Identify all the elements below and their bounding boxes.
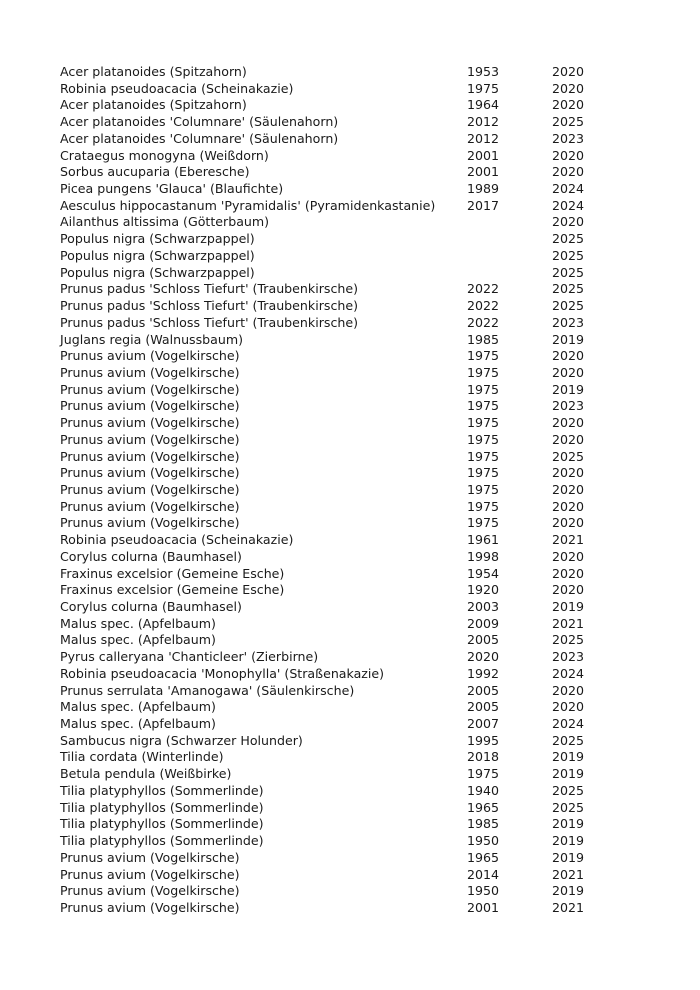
planted-year-cell: 1992 — [467, 665, 500, 681]
checked-year-cell: 2023 — [552, 130, 585, 146]
checked-year-cell: 2019 — [552, 849, 585, 865]
tree-name-cell: Sambucus nigra (Schwarzer Holunder) — [60, 732, 303, 748]
planted-year-cell: 1961 — [467, 532, 500, 548]
checked-year-cell: 2025 — [552, 264, 585, 280]
table-row — [60, 850, 592, 867]
checked-year-cell: 2025 — [552, 782, 585, 798]
table-row — [60, 900, 592, 917]
tree-name-cell: Populus nigra (Schwarzpappel) — [60, 231, 255, 247]
table-row — [60, 265, 592, 282]
checked-year-cell: 2025 — [552, 114, 585, 130]
planted-year-cell: 2005 — [467, 682, 500, 698]
checked-year-cell: 2019 — [552, 749, 585, 765]
tree-name-cell: Prunus avium (Vogelkirsche) — [60, 883, 240, 899]
tree-name-cell: Populus nigra (Schwarzpappel) — [60, 264, 255, 280]
planted-year-cell: 1998 — [467, 548, 500, 564]
tree-name-cell: Crataegus monogyna (Weißdorn) — [60, 147, 269, 163]
tree-name-cell: Populus nigra (Schwarzpappel) — [60, 247, 255, 263]
tree-name-cell: Prunus avium (Vogelkirsche) — [60, 431, 240, 447]
table-row — [60, 683, 592, 700]
planted-year-cell: 2022 — [467, 298, 500, 314]
tree-name-cell: Malus spec. (Apfelbaum) — [60, 716, 216, 732]
planted-year-cell: 1975 — [467, 364, 500, 380]
table-row — [60, 632, 592, 649]
tree-name-cell: Prunus avium (Vogelkirsche) — [60, 364, 240, 380]
checked-year-cell: 2020 — [552, 548, 585, 564]
table-row — [60, 315, 592, 332]
tree-name-cell: Tilia platyphyllos (Sommerlinde) — [60, 782, 264, 798]
planted-year-cell: 2001 — [467, 899, 500, 915]
checked-year-cell: 2020 — [552, 682, 585, 698]
table-row — [60, 432, 592, 449]
planted-year-cell: 2012 — [467, 114, 500, 130]
table-row — [60, 81, 592, 98]
table-row — [60, 64, 592, 81]
checked-year-cell: 2020 — [552, 465, 585, 481]
tree-name-cell: Acer platanoides (Spitzahorn) — [60, 97, 247, 113]
tree-name-cell: Malus spec. (Apfelbaum) — [60, 615, 216, 631]
tree-name-cell: Corylus colurna (Baumhasel) — [60, 599, 242, 614]
tree-name-cell: Prunus padus 'Schloss Tiefurt' (Traubenkirsche) — [60, 281, 359, 297]
table-row — [60, 833, 592, 850]
checked-year-cell: 2019 — [552, 833, 585, 849]
tree-name-cell: Prunus avium (Vogelkirsche) — [60, 465, 240, 481]
checked-year-cell: 2020 — [552, 97, 585, 113]
table-row — [60, 415, 592, 432]
table-row — [60, 532, 592, 549]
planted-year-cell: 2022 — [467, 281, 500, 297]
checked-year-cell: 2020 — [552, 348, 585, 364]
checked-year-cell: 2020 — [552, 699, 585, 715]
table-row — [60, 816, 592, 833]
checked-year-cell: 2024 — [552, 716, 585, 732]
table-row — [60, 181, 592, 198]
table-row — [60, 733, 592, 750]
planted-year-cell: 1920 — [467, 582, 500, 598]
tree-name-cell: Betula pendula (Weißbirke) — [60, 766, 232, 782]
tree-name-cell: Fraxinus excelsior (Gemeine Esche) — [60, 565, 285, 581]
checked-year-cell: 2019 — [552, 883, 585, 899]
tree-name-cell: Malus spec. (Apfelbaum) — [60, 632, 216, 648]
planted-year-cell: 1953 — [467, 64, 500, 79]
table-row — [60, 164, 592, 181]
table-row — [60, 465, 592, 482]
table-row — [60, 198, 592, 215]
planted-year-cell — [467, 214, 552, 231]
table-row — [60, 783, 592, 800]
planted-year-cell: 1940 — [467, 782, 500, 798]
planted-year-cell: 1965 — [467, 799, 500, 815]
table-row — [60, 749, 592, 766]
tree-name-cell: Prunus padus 'Schloss Tiefurt' (Traubenkirsche) — [60, 314, 359, 330]
planted-year-cell: 2022 — [467, 314, 500, 330]
tree-name-cell: Prunus avium (Vogelkirsche) — [60, 866, 240, 882]
planted-year-cell: 1975 — [467, 515, 500, 531]
table-row — [60, 800, 592, 817]
tree-name-cell: Acer platanoides 'Columnare' (Säulenahorn) — [60, 114, 339, 130]
planted-year-cell: 1975 — [467, 415, 500, 431]
planted-year-cell: 2012 — [467, 130, 500, 146]
planted-year-cell: 1975 — [467, 348, 500, 364]
planted-year-cell: 2009 — [467, 615, 500, 631]
table-row — [60, 248, 592, 265]
tree-name-cell: Acer platanoides 'Columnare' (Säulenahorn) — [60, 130, 339, 146]
tree-name-cell: Prunus avium (Vogelkirsche) — [60, 348, 240, 364]
tree-name-cell: Prunus avium (Vogelkirsche) — [60, 899, 240, 915]
planted-year-cell: 1975 — [467, 80, 500, 96]
planted-year-cell: 1975 — [467, 398, 500, 414]
planted-year-cell: 2001 — [467, 147, 500, 163]
checked-year-cell: 2021 — [552, 615, 585, 631]
planted-year-cell: 1985 — [467, 816, 500, 832]
tree-name-cell: Pyrus calleryana 'Chanticleer' (Zierbirne) — [60, 649, 319, 665]
planted-year-cell: 1975 — [467, 766, 500, 782]
planted-year-cell — [467, 265, 552, 282]
planted-year-cell: 2001 — [467, 164, 500, 180]
checked-year-cell: 2023 — [552, 649, 585, 665]
table-row — [60, 766, 592, 783]
checked-year-cell: 2019 — [552, 599, 585, 614]
table-row — [60, 398, 592, 415]
planted-year-cell: 1989 — [467, 181, 500, 197]
checked-year-cell: 2024 — [552, 665, 585, 681]
tree-name-cell: Juglans regia (Walnussbaum) — [60, 331, 244, 347]
tree-name-cell: Picea pungens 'Glauca' (Blaufichte) — [60, 181, 284, 197]
planted-year-cell: 1975 — [467, 481, 500, 497]
table-row — [60, 582, 592, 599]
planted-year-cell: 1975 — [467, 431, 500, 447]
tree-name-cell: Prunus avium (Vogelkirsche) — [60, 849, 240, 865]
planted-year-cell: 2017 — [467, 197, 500, 213]
table-row — [60, 883, 592, 900]
checked-year-cell: 2025 — [552, 298, 585, 314]
checked-year-cell: 2024 — [552, 197, 585, 213]
checked-year-cell: 2020 — [552, 80, 585, 96]
tree-name-cell: Aesculus hippocastanum 'Pyramidalis' (Pyramidenkastanie) — [60, 197, 436, 213]
table-row — [60, 515, 592, 532]
table-row — [60, 365, 592, 382]
checked-year-cell: 2019 — [552, 816, 585, 832]
table-row — [60, 666, 592, 683]
planted-year-cell: 1975 — [467, 448, 500, 464]
tree-name-cell: Tilia platyphyllos (Sommerlinde) — [60, 816, 264, 832]
table-row — [60, 382, 592, 399]
checked-year-cell: 2021 — [552, 866, 585, 882]
tree-name-cell: Prunus avium (Vogelkirsche) — [60, 398, 240, 414]
planted-year-cell: 1950 — [467, 833, 500, 849]
checked-year-cell: 2020 — [552, 565, 585, 581]
tree-name-cell: Prunus avium (Vogelkirsche) — [60, 415, 240, 431]
tree-name-cell: Robinia pseudoacacia (Scheinakazie) — [60, 532, 294, 548]
checked-year-cell: 2025 — [552, 247, 585, 263]
checked-year-cell: 2020 — [552, 64, 585, 79]
planted-year-cell: 2018 — [467, 749, 500, 765]
table-row — [60, 281, 592, 298]
table-row — [60, 649, 592, 666]
table-row — [60, 214, 592, 231]
checked-year-cell: 2020 — [552, 515, 585, 531]
table-row — [60, 599, 592, 616]
planted-year-cell: 1985 — [467, 331, 500, 347]
checked-year-cell: 2020 — [552, 164, 585, 180]
planted-year-cell: 2005 — [467, 699, 500, 715]
checked-year-cell: 2019 — [552, 331, 585, 347]
checked-year-cell: 2020 — [552, 431, 585, 447]
planted-year-cell: 1950 — [467, 883, 500, 899]
checked-year-cell: 2025 — [552, 281, 585, 297]
planted-year-cell — [467, 248, 552, 265]
tree-name-cell: Tilia platyphyllos (Sommerlinde) — [60, 833, 264, 849]
table-row — [60, 699, 592, 716]
table-row — [60, 114, 592, 131]
table-row — [60, 616, 592, 633]
planted-year-cell: 1975 — [467, 381, 500, 397]
table-row — [60, 549, 592, 566]
table-row — [60, 449, 592, 466]
tree-name-cell: Prunus avium (Vogelkirsche) — [60, 481, 240, 497]
tree-name-cell: Prunus avium (Vogelkirsche) — [60, 515, 240, 531]
checked-year-cell: 2020 — [552, 415, 585, 431]
tree-name-cell: Tilia platyphyllos (Sommerlinde) — [60, 799, 264, 815]
table-row — [60, 348, 592, 365]
checked-year-cell: 2020 — [552, 481, 585, 497]
tree-name-cell: Sorbus aucuparia (Eberesche) — [60, 164, 250, 180]
table-row — [60, 716, 592, 733]
tree-name-cell: Acer platanoides (Spitzahorn) — [60, 64, 247, 79]
tree-name-cell: Ailanthus altissima (Götterbaum) — [60, 214, 270, 230]
checked-year-cell: 2024 — [552, 181, 585, 197]
checked-year-cell: 2025 — [552, 448, 585, 464]
table-row — [60, 148, 592, 165]
checked-year-cell: 2019 — [552, 381, 585, 397]
table-row — [60, 482, 592, 499]
checked-year-cell: 2023 — [552, 314, 585, 330]
planted-year-cell: 2005 — [467, 632, 500, 648]
checked-year-cell: 2021 — [552, 532, 585, 548]
tree-name-cell: Prunus avium (Vogelkirsche) — [60, 381, 240, 397]
tree-name-cell: Robinia pseudoacacia (Scheinakazie) — [60, 80, 294, 96]
checked-year-cell: 2025 — [552, 231, 585, 247]
tree-name-cell: Robinia pseudoacacia 'Monophylla' (Straßenakazie) — [60, 665, 385, 681]
checked-year-cell: 2020 — [552, 498, 585, 514]
table-row — [60, 231, 592, 248]
planted-year-cell: 2007 — [467, 716, 500, 732]
checked-year-cell: 2023 — [552, 398, 585, 414]
checked-year-cell: 2025 — [552, 799, 585, 815]
table-row — [60, 499, 592, 516]
checked-year-cell: 2020 — [552, 364, 585, 380]
tree-name-cell: Prunus avium (Vogelkirsche) — [60, 448, 240, 464]
table-row — [60, 332, 592, 349]
tree-name-cell: Prunus avium (Vogelkirsche) — [60, 498, 240, 514]
planted-year-cell: 1954 — [467, 565, 500, 581]
tree-name-cell: Prunus serrulata 'Amanogawa' (Säulenkirsche) — [60, 682, 355, 698]
checked-year-cell: 2021 — [552, 899, 585, 915]
tree-table-body — [60, 64, 592, 917]
tree-name-cell: Tilia cordata (Winterlinde) — [60, 749, 224, 765]
checked-year-cell: 2019 — [552, 766, 585, 782]
planted-year-cell: 2003 — [467, 599, 500, 614]
table-row — [60, 566, 592, 583]
table-row — [60, 867, 592, 884]
table-row — [60, 131, 592, 148]
tree-table — [60, 64, 592, 917]
checked-year-cell: 2020 — [552, 582, 585, 598]
tree-name-cell: Malus spec. (Apfelbaum) — [60, 699, 216, 715]
tree-name-cell: Corylus colurna (Baumhasel) — [60, 548, 242, 564]
checked-year-cell: 2020 — [552, 214, 585, 230]
planted-year-cell: 1975 — [467, 498, 500, 514]
tree-name-cell: Fraxinus excelsior (Gemeine Esche) — [60, 582, 285, 598]
planted-year-cell: 1995 — [467, 732, 500, 748]
planted-year-cell — [467, 231, 552, 248]
planted-year-cell: 1964 — [467, 97, 500, 113]
planted-year-cell: 1975 — [467, 465, 500, 481]
planted-year-cell: 1965 — [467, 849, 500, 865]
checked-year-cell: 2025 — [552, 732, 585, 748]
table-row — [60, 97, 592, 114]
tree-name-cell: Prunus padus 'Schloss Tiefurt' (Traubenkirsche) — [60, 298, 359, 314]
checked-year-cell: 2020 — [552, 147, 585, 163]
planted-year-cell: 2014 — [467, 866, 500, 882]
checked-year-cell: 2025 — [552, 632, 585, 648]
planted-year-cell: 2020 — [467, 649, 500, 665]
table-row — [60, 298, 592, 315]
